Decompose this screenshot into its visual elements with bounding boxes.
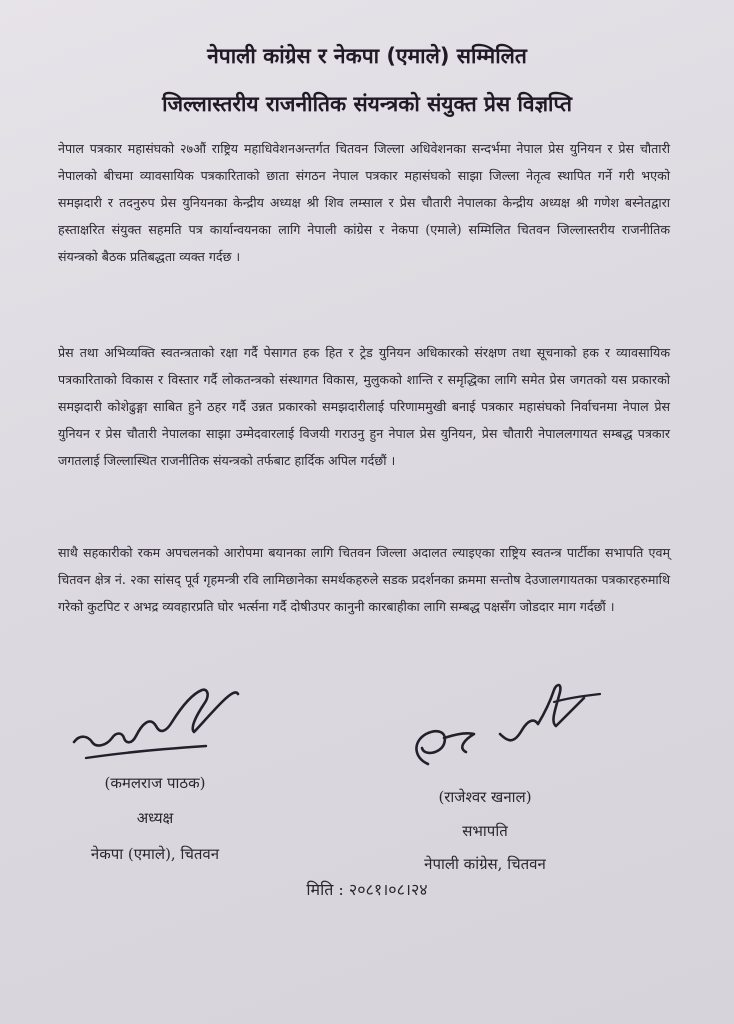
document-date: मिति : २०८१।०८।२४	[306, 880, 428, 899]
left-signatory-organization: नेकपा (एमाले), चितवन	[90, 845, 220, 863]
right-signatory-organization: नेपाली कांग्रेस, चितवन	[424, 855, 546, 873]
body-paragraph-1: नेपाल पत्रकार महासंघको २७औं राष्ट्रिय महाधिवेशनअन्तर्गत चितवन जिल्ला अधिवेशनका सन्दर्भमा नेपाल प्रेस युनियन र प्रेस चौतारी नेपालको बीचमा व्यावसायिक पत्रकारिताको छाता संगठन नेपाल पत्रकार महासंघको साझा जिल्ला नेतृत्व स्थापित गर्ने गरी भएको समझदारी र तदनुरुप प्रेस युनियनका केन्द्रीय अध्यक्ष श्री शिव लम्साल र प्रेस चौतारी नेपालका केन्द्रीय अध्यक्ष श्री गणेश बस्नेतद्वारा हस्ताक्षरित संयुक्त सहमति पत्र कार्यान्वयनका लागि नेपाली कांग्रेस र नेकपा (एमाले) सम्मिलित चितवन जिल्लास्तरीय राजनीतिक संयन्त्रको बैठक प्रतिबद्धता व्यक्त गर्दछ ।	[58, 141, 670, 264]
left-signatory-role: अध्यक्ष	[136, 809, 174, 827]
right-signatory-name: (राजेश्वर खनाल)	[438, 788, 532, 806]
body-paragraph-3: साथै सहकारीको रकम अपचलनको आरोपमा बयानका लागि चितवन जिल्ला अदालत ल्याइएका राष्ट्रिय स्वतन्त्र पार्टीका सभापति एवम् चितवन क्षेत्र नं. २का सांसद् पूर्व गृहमन्त्री रवि लामिछानेका समर्थकहरुले सडक प्रदर्शनका क्रममा सन्तोष देउजालगायतका पत्रकारहरुमाथि गरेको कुटपिट र अभद्र व्यवहारप्रति घोर भर्त्सना गर्दै दोषीउपर कानुनी कारबाहीका लागि सम्बद्ध पक्षसँग जोडदार माग गर्दछौं ।	[58, 545, 670, 614]
body-paragraph-2: प्रेस तथा अभिव्यक्ति स्वतन्त्रताको रक्षा गर्दै पेसागत हक हित र ट्रेड युनियन अधिकारको संरक्षण तथा सूचनाको हक र व्यावसायिक पत्रकारिताको विकास र विस्तार गर्दै लोकतन्त्रको संस्थागत विकास, मुलुकको शान्ति र समृद्धिका लागि समेत प्रेस जगतको यस प्रकारको समझदारी कोशेढुङ्गा साबित हुने ठहर गर्दै उन्नत प्रकारको समझदारीलाई परिणाममुखी बनाई पत्रकार महासंघको निर्वाचनमा नेपाल प्रेस युनियन र प्रेस चौतारी नेपालका साझा उम्मेदवारलाई विजयी गराउनु हुन नेपाल प्रेस युनियन, प्रेस चौतारी नेपाललगायत सम्बद्ध पत्रकार जगतलाई जिल्लास्थित राजनीतिक संयन्त्रको तर्फबाट हार्दिक अपिल गर्दछौं ।	[58, 345, 670, 468]
right-signatory-role: सभापति	[462, 822, 508, 840]
document-title-line2: जिल्लास्तरीय राजनीतिक संयन्त्रको संयुक्त प्रेस विज्ञप्ति	[162, 92, 572, 116]
left-signatory-name: (कमलराज पाठक)	[104, 774, 206, 792]
document-title-line1: नेपाली कांग्रेस र नेकपा (एमाले) सम्मिलित	[207, 44, 527, 68]
right-signature-icon	[404, 668, 614, 778]
left-signature-icon	[66, 676, 246, 776]
